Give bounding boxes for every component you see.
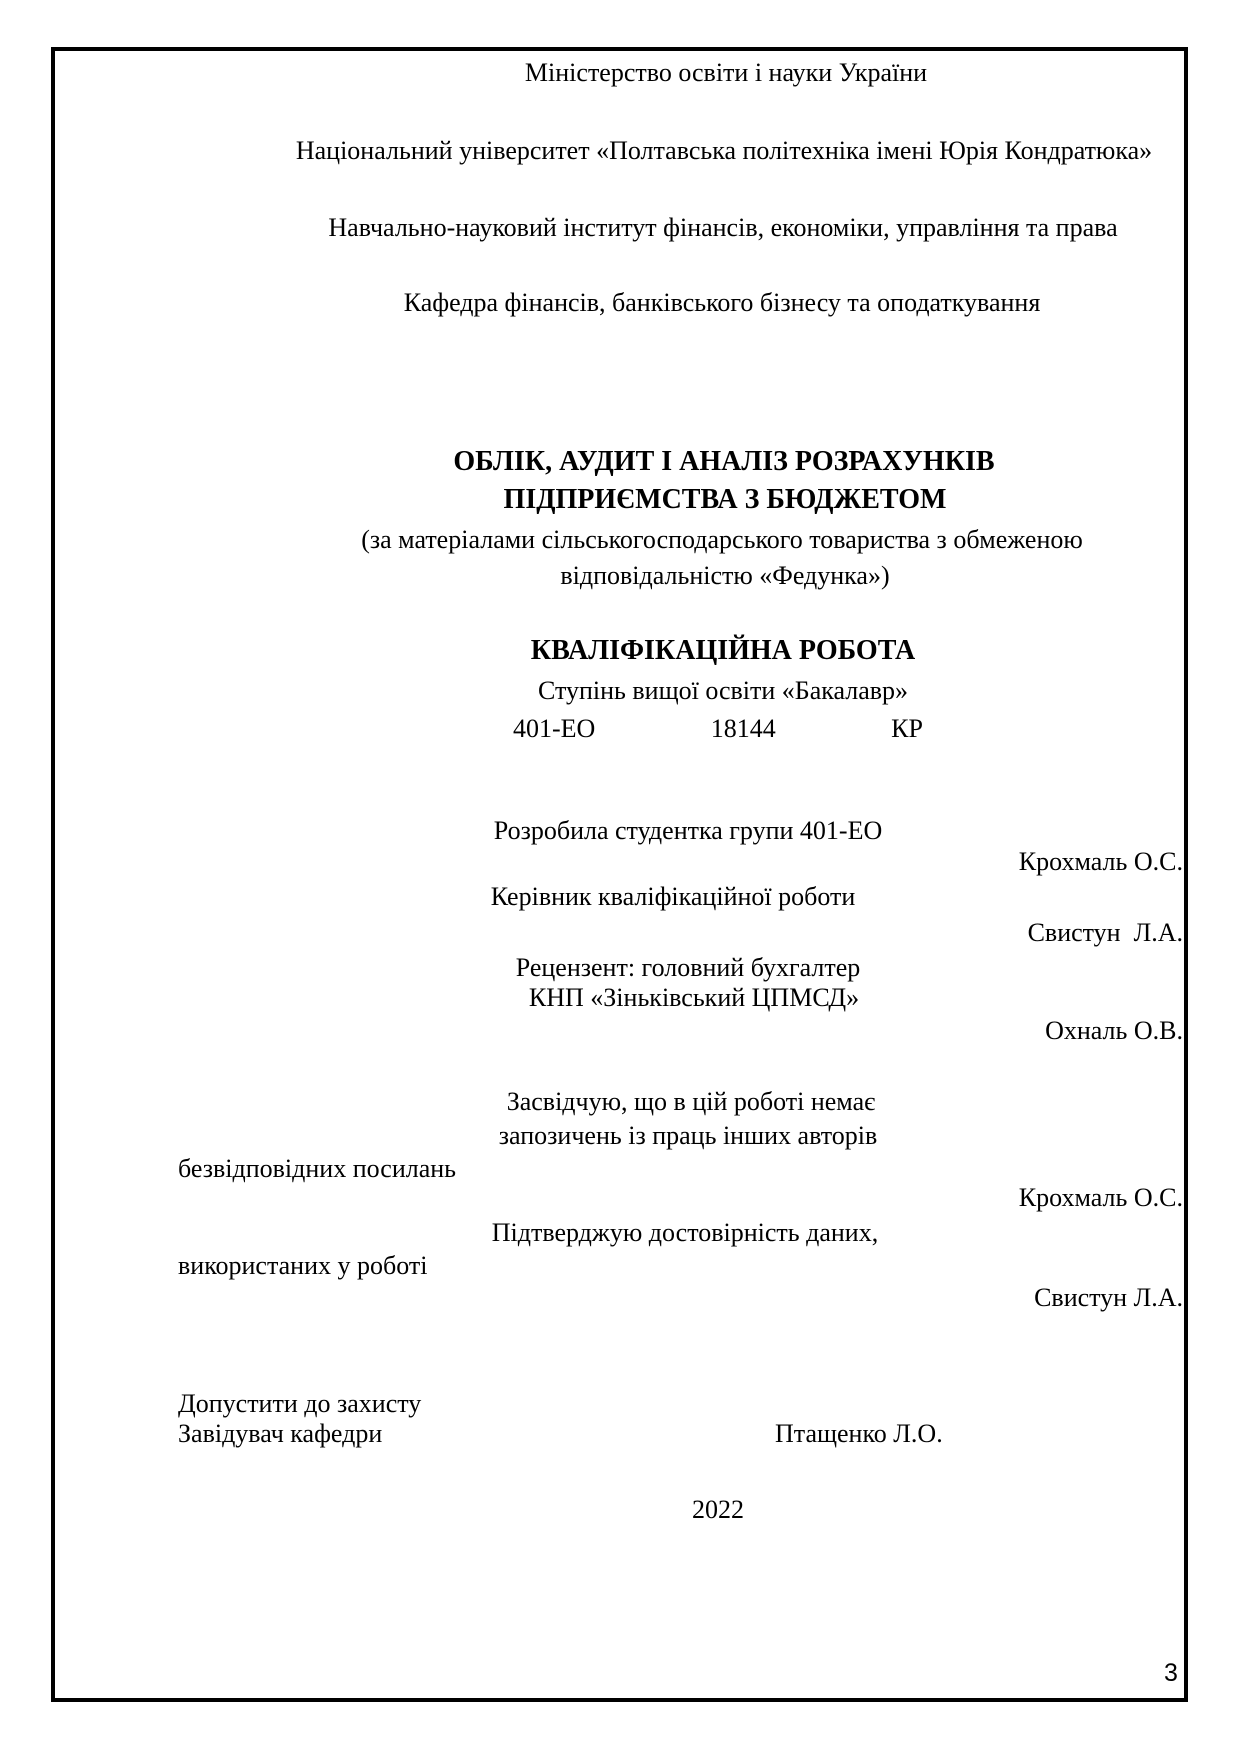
work-title-line1: ОБЛІК, АУДИТ І АНАЛІЗ РОЗРАХУНКІВ [453, 446, 995, 477]
admit-to-defense-line: Допустити до захисту [178, 1389, 422, 1418]
reviewer-role-line1: Рецензент: головний бухгалтер [515, 953, 861, 982]
no-borrowings-line1: Засвідчую, що в цій роботі немає [506, 1087, 876, 1116]
no-borrowings-signature-name: Крохмаль О.С. [1018, 1183, 1183, 1212]
supervisor-name: Свистун Л.А. [1027, 918, 1183, 947]
group-code: 401-ЕО [513, 714, 596, 743]
department-head-name: Птащенко Л.О. [775, 1419, 943, 1448]
reviewer-role-line2: КНП «Зіньківський ЦПМСД» [528, 983, 860, 1012]
ministry-line: Міністерство освіти і науки України [524, 58, 928, 87]
degree-line: Ступінь вищої освіти «Бакалавр» [537, 676, 909, 705]
work-code: КР [891, 714, 923, 743]
department-head-title: Завідувач кафедри [178, 1419, 383, 1448]
student-name: Крохмаль О.С. [1018, 847, 1183, 876]
department-line: Кафедра фінансів, банківського бізнесу та оподаткування [403, 288, 1041, 317]
work-title-note-line2: відповідальністю «Федунка») [560, 561, 890, 590]
university-line: Національний університет «Полтавська політехніка імені Юрія Кондратюка» [295, 136, 1153, 165]
institute-line: Навчально-науковий інститут фінансів, економіки, управління та права [328, 213, 1118, 242]
page-number: 3 [1164, 1659, 1178, 1687]
work-title-note-line1: (за матеріалами сільськогосподарського товариства з обмеженою [361, 525, 1083, 554]
work-title-line2: ПІДПРИЄМСТВА З БЮДЖЕТОМ [503, 484, 947, 515]
record-number: 18144 [710, 714, 776, 743]
data-validity-signature-name: Свистун Л.А. [1034, 1283, 1183, 1312]
data-validity-line2: використаних у роботі [178, 1251, 428, 1280]
supervisor-role-line: Керівник кваліфікаційної роботи [490, 882, 856, 911]
group-code-line [513, 716, 923, 742]
data-validity-line1: Підтверджую достовірність даних, [491, 1218, 879, 1247]
qualification-heading: КВАЛІФІКАЦІЙНА РОБОТА [530, 635, 916, 666]
no-borrowings-line3: безвідповідних посилань [178, 1154, 457, 1183]
reviewer-name: Охналь О.В. [1045, 1016, 1183, 1045]
no-borrowings-line2: запозичень із праць інших авторів [498, 1121, 878, 1150]
student-role-line: Розробила студентка групи 401-ЕО [493, 816, 883, 845]
year-line: 2022 [692, 1495, 744, 1524]
